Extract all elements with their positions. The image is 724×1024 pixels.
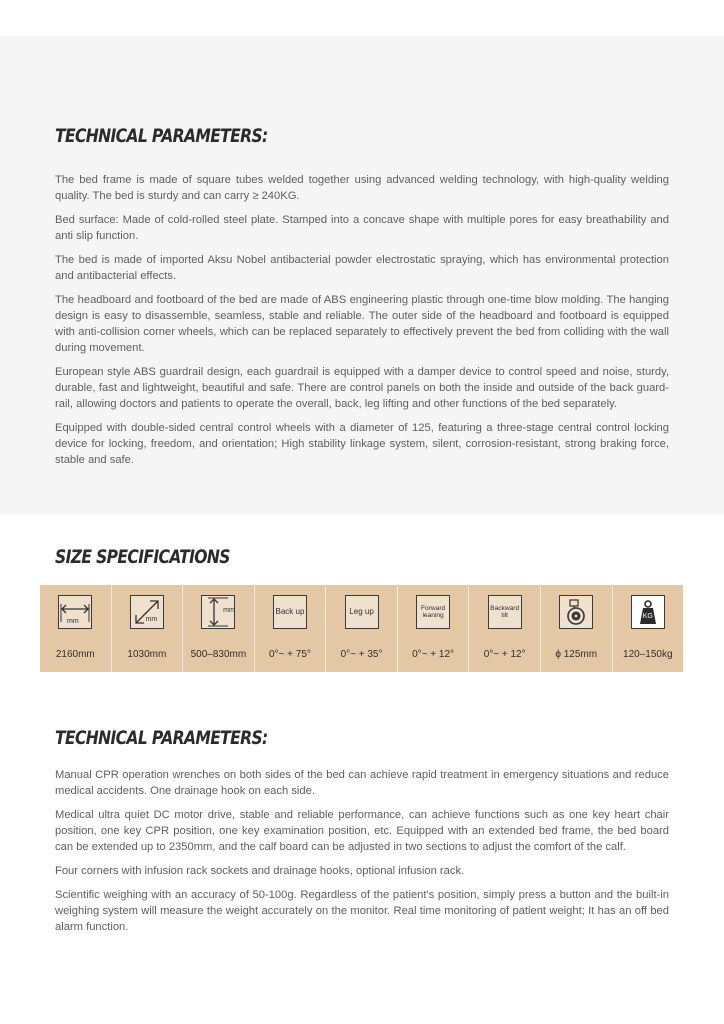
spec-caster-value: ϕ 125mm <box>555 649 598 660</box>
spec-leg-up <box>326 585 398 672</box>
section1-paragraph-3: The bed is made of imported Aksu Nobel antibacterial powder electrostatic spraying, which has environmental protection and antibacterial effects. <box>55 254 669 282</box>
caster-wheel-icon <box>559 595 593 629</box>
section2-heading: TECHNICAL PARAMETERS: <box>55 727 268 749</box>
spec-length-value: 2160mm <box>55 649 95 660</box>
spec-caster <box>541 585 613 672</box>
top-margin <box>0 0 724 36</box>
spec-width-value: 1030mm <box>127 649 167 660</box>
spec-weight-value: 120–150kg <box>623 649 673 660</box>
spec-width <box>112 585 184 672</box>
section1-paragraph-1: The bed frame is made of square tubes welded together using advanced welding technology, with high-quality welding quality. The bed is sturdy and can carry ≥ 240KG. <box>55 174 669 202</box>
leg-up-label: Leg up <box>349 606 374 616</box>
size-specifications-band <box>40 585 683 672</box>
forward-leaning-label: Forward leaning <box>421 604 446 619</box>
spec-back-up-value: 0°~ + 75° <box>269 649 311 660</box>
section1-body <box>55 172 669 476</box>
height-unit: mm <box>223 607 235 614</box>
spec-back-up <box>255 585 327 672</box>
spec-forward-leaning <box>398 585 470 672</box>
section1-paragraph-5: European style ABS guardrail design, each guardrail is equipped with a damper device to control speed and noise, sturdy, durable, fast and lightweight, beautiful and safe. There are control panels on both the inside and outside of the back guard-rail, allowing doctors and patients to operate the overall, back, leg lifting and other functions of the bed separately. <box>55 366 669 410</box>
section2-paragraph-1: Manual CPR operation wrenches on both sides of the bed can achieve rapid treatment in emergency situations and reduce medical accidents. One drainage hook on each side. <box>55 769 669 797</box>
spec-backward-tilt <box>469 585 541 672</box>
forward-leaning-icon <box>416 595 450 629</box>
backward-tilt-label: Backward tilt <box>490 604 520 619</box>
section2-paragraph-2: Medical ultra quiet DC motor drive, stable and reliable performance, can achieve functions such as one key heart chair position, one key CPR position, one key examination position, etc. Equipped with an extended bed frame, the bed board can be extended up to 2350mm, and the calf board can be adjusted in two sections to adjust the comfort of the calf. <box>55 809 669 853</box>
section1-paragraph-4: The headboard and footboard of the bed are made of ABS engineering plastic through one-time blow molding. The hanging design is easy to disassemble, seamless, stable and reliable. The outer side of the headboard and footboard is equipped with anti-collision corner wheels, which can be replaced separately to effectively prevent the bed from colliding with the wall during movement. <box>55 294 669 354</box>
section1-paragraph-2: Bed surface: Made of cold-rolled steel plate. Stamped into a concave shape with multiple pores for easy breathability and anti slip function. <box>55 214 669 242</box>
width-unit: mm <box>145 616 158 623</box>
section2-paragraph-3: Four corners with infusion rack sockets and drainage hooks, optional infusion rack. <box>55 865 465 877</box>
leg-up-icon <box>345 595 379 629</box>
back-up-label: Back up <box>275 606 305 616</box>
size-specifications-heading: SIZE SPECIFICATIONS <box>55 546 230 568</box>
weight-label: KG <box>642 613 653 620</box>
length-unit: mm <box>67 618 79 625</box>
spec-forward-leaning-value: 0°~ + 12° <box>412 649 455 660</box>
section2-paragraph-4: Scientific weighing with an accuracy of 50-100g. Regardless of the patient's position, simply press a button and the built-in weighing system will measure the weight accurately on the monitor. Real time monitoring of patient weight; It has an off bed alarm function. <box>55 889 669 933</box>
spec-length <box>40 585 112 672</box>
spec-weight <box>613 585 684 672</box>
width-diagonal-arrow-icon <box>130 595 164 629</box>
spec-backward-tilt-value: 0°~ + 12° <box>483 649 526 660</box>
spec-leg-up-value: 0°~ + 35° <box>340 649 383 660</box>
spec-height <box>183 585 255 672</box>
section1-paragraph-6: Equipped with double-sided central control wheels with a diameter of 125, featuring a three-stage central control locking device for locking, freedom, and orientation; High stability linkage system, silent, corrosion-resistant, strong braking force, stable and safe. <box>55 422 669 466</box>
section2-body <box>55 767 669 943</box>
weight-icon <box>631 595 665 629</box>
back-up-icon <box>273 595 307 629</box>
backward-tilt-icon <box>488 595 522 629</box>
spec-height-value: 500–830mm <box>190 649 247 660</box>
section1-heading: TECHNICAL PARAMETERS: <box>55 125 268 147</box>
